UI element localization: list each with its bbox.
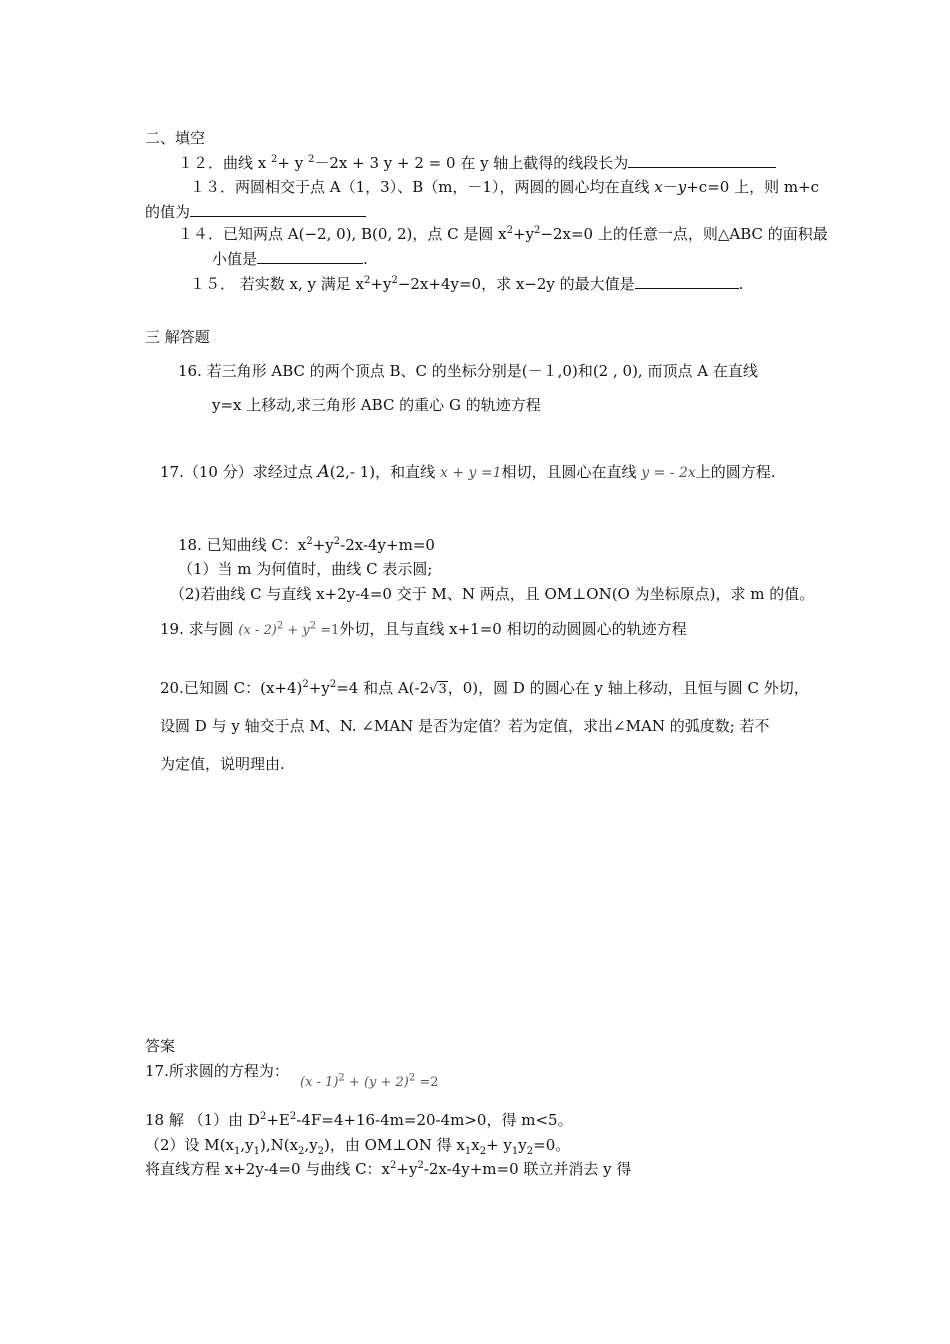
- answer-18-line1: 18 解 （1）由 $D^2+E^2-4F=4+16-4m=20-4m>0$，得 m<5。: [145, 1111, 573, 1129]
- question-12: １２．曲线 x $^2$+ y $^2$－2x + 3 y + 2 = 0 在 y 轴上截得的线段长为: [178, 152, 776, 173]
- question-16-line2: y=x 上移动,求三角形 ABC 的重心 G 的轨迹方程: [212, 396, 541, 414]
- question-15: １５． 若实数 x, y 满足 $x^2+y^2-2x+4y=0$，求 x−2y 的最大值是 .: [190, 275, 744, 293]
- answer-blank[interactable]: [257, 248, 363, 264]
- question-16-line1: 16. 若三角形 ABC 的两个顶点 B、C 的坐标分别是(－１,0)和(2 , 0), 而顶点 A 在直线: [178, 362, 758, 380]
- answer-blank[interactable]: [190, 201, 366, 217]
- answer-blank[interactable]: [635, 273, 739, 289]
- question-18-line2: （1）当 m 为何值时，曲线 C 表示圆;: [178, 560, 433, 578]
- question-18-line3: （2)若曲线 C 与直线 x+2y-4=0 交于 M、N 两点，且 OM⊥ON(O 为坐标原点)，求 m 的值。: [170, 585, 815, 603]
- question-20-line3: 为定值，说明理由.: [160, 755, 285, 773]
- answer-17-label: 17.所求圆的方程为：: [145, 1062, 289, 1080]
- equation-circle: $(x - 2)^2 + y^2 =1$: [238, 620, 340, 638]
- answer-18-line3: 将直线方程 x+2y-4=0 与曲线 C：$x^2+y^2-2x-4y+m=0$ 联立并消去 y 得: [145, 1160, 632, 1178]
- answers-heading: 答案: [145, 1037, 176, 1055]
- question-18-line1: 18. 已知曲线 C：$x^2+y^2-2x-4y+m=0$: [178, 536, 435, 554]
- sqrt-symbol: √: [429, 682, 438, 697]
- question-20-line1: 20.已知圆 C：$(x+4)^2+y^2=4$ 和点 A(-2√3，0)，圆 D 的圆心在 y 轴上移动，且恒与圆 C 外切，: [160, 679, 809, 697]
- answer-17-equation: $(x - 1)^2 + (y + 2)^2 =2$: [300, 1072, 439, 1090]
- question-19: 19. 求与圆 $(x - 2)^2 + y^2 =1$外切，且与直线 x+1=0 相切的动圆圆心的轨迹方程: [160, 620, 687, 638]
- section-answer-questions-heading: 三 解答题: [145, 328, 210, 346]
- question-13-line1: １３．两圆相交于点 A（1，3）、B（m，－1），两圆的圆心均在直线 x－y+c=0 上，则 m+c: [190, 178, 820, 196]
- question-14-line1: １４．已知两点 A(−2, 0), B(0, 2)，点 C 是圆 $x^2+y^2-2x=0$ 上的任意一点，则△ABC 的面积最: [178, 225, 828, 243]
- question-13-line2: 的值为: [145, 201, 366, 222]
- answer-blank[interactable]: [628, 152, 776, 168]
- question-20-line2: 设圆 D 与 y 轴交于点 M、N. ∠MAN 是否为定值？若为定值，求出∠MAN 的弧度数; 若不: [160, 717, 770, 735]
- question-17: 17.（10 分）求经过点 A(2,- 1)，和直线 x + y =1相切，且圆心在直线 y = - 2x上的圆方程.: [160, 462, 776, 482]
- section-fill-blank-heading: 二、填空: [145, 129, 206, 147]
- answer-18-line2: （2）设 $M(x_1,y_1),N(x_2,y_2)$，由 OM⊥ON 得 $x_1x_2+ y_1y_2=0$。: [145, 1136, 571, 1157]
- question-14-line2: 小值是 .: [212, 250, 368, 268]
